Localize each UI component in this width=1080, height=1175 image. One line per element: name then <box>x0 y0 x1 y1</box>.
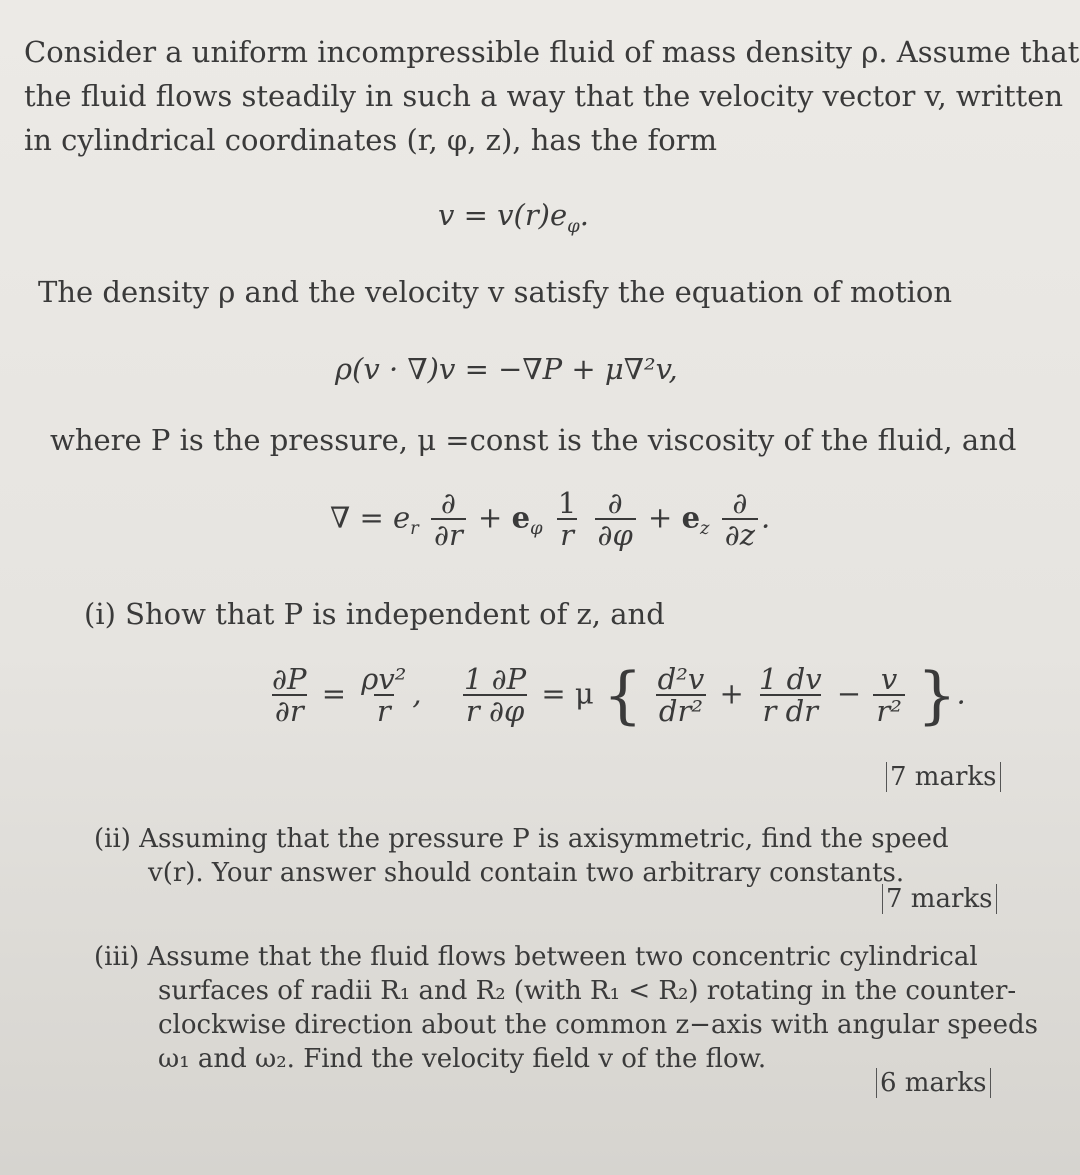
one-dv-num: 1 dv <box>758 662 822 696</box>
motion-text: The density ρ and the velocity v satisfy the equation of motion <box>38 275 953 309</box>
velocity-equation-end: . <box>579 198 589 232</box>
part-iii-line-3: clockwise direction about the common z−axis with angular speeds <box>158 1010 1038 1040</box>
v-r2-frac <box>873 664 905 727</box>
part-i-text: (i) Show that P is independent of z, and <box>84 597 665 631</box>
rho-v2-frac <box>358 664 409 727</box>
nabla-sub-phi: φ <box>530 518 543 540</box>
intro-line-1: Consider a uniform incompressible fluid of mass density ρ. Assume that <box>24 35 1080 69</box>
r2-den: r² <box>873 694 905 726</box>
nabla-plus-1: + <box>478 500 503 535</box>
dr-den: ∂r <box>272 694 307 726</box>
minus-sign: − <box>836 676 862 711</box>
part-i-end: . <box>956 676 966 711</box>
plus-sign: + <box>719 676 744 711</box>
comma: , <box>412 676 422 711</box>
nabla-d-3: ∂ <box>732 486 748 520</box>
nabla-sub-z: z <box>700 518 710 540</box>
motion-equation: ρ(v · ∇)v = −∇P + μ∇²v, <box>335 352 678 386</box>
part-ii-line-2: v(r). Your answer should contain two arbitrary constants. <box>148 858 905 888</box>
v-num: v <box>880 662 898 696</box>
nabla-dr: ∂r <box>431 518 466 550</box>
nabla-dz: ∂z <box>722 518 758 550</box>
r-dphi-den: r ∂φ <box>463 694 527 726</box>
nabla-dphi: ∂φ <box>595 518 636 550</box>
nabla-end: . <box>761 500 771 535</box>
equals-1: = <box>321 676 347 711</box>
where-text: where P is the pressure, μ =const is the viscosity of the fluid, and <box>50 423 1017 457</box>
part-ii-marks: 7 marks <box>882 884 997 914</box>
dP-dphi-frac <box>461 664 529 727</box>
part-iii-line-2: surfaces of radii R₁ and R₂ (with R₁ < R₂) rotating in the counter- <box>158 976 1017 1006</box>
nabla-frac-1r <box>555 488 579 551</box>
nabla-sub-r: r <box>410 518 419 540</box>
part-ii-line-1: (ii) Assuming that the pressure P is axisymmetric, find the speed <box>94 824 949 854</box>
nabla-frac-phi <box>595 488 636 551</box>
velocity-equation-main: v = v(r)e <box>438 198 568 232</box>
r-den: r <box>374 694 394 726</box>
velocity-equation-sub: φ <box>567 215 580 237</box>
intro-line-3: in cylindrical coordinates (r, φ, z), has the form <box>24 123 718 157</box>
nabla-d: ∂ <box>440 486 456 520</box>
nabla-equation: ∇ = $e_r$ $\frac{\partial}{\partial r}$ + $e_\varphi$ $\frac{1}{r}$ $\frac{\partial}{\partial\varphi}$ + $e_z$ $\frac{\partial}{\partial z}$ . <box>330 486 771 553</box>
rho-v2-num: ρv² <box>361 662 407 696</box>
r-dr-den: r dr <box>760 694 822 726</box>
part-i-marks: 7 marks <box>886 762 1001 792</box>
part-i-equation <box>266 658 966 732</box>
part-iii-line-4: ω₁ and ω₂. Find the velocity field v of the flow. <box>158 1044 767 1074</box>
dv-dr-frac <box>756 664 825 727</box>
nabla-r: r <box>557 518 577 550</box>
velocity-equation <box>438 198 589 237</box>
nabla-plus-2: + <box>648 500 673 535</box>
part-iii-marks: 6 marks <box>876 1068 991 1098</box>
nabla-d-2: ∂ <box>607 486 623 520</box>
dP-num: ∂P <box>272 662 307 696</box>
nabla-frac-r <box>431 488 466 551</box>
nabla-lhs: ∇ = e <box>330 500 411 535</box>
intro-line-2: the fluid flows steadily in such a way that the velocity vector v, written <box>24 79 1064 113</box>
right-brace: } <box>917 658 957 732</box>
equals-mu: = μ <box>541 676 594 711</box>
one-dP-num: 1 ∂P <box>463 662 527 696</box>
nabla-one: 1 <box>557 486 577 520</box>
left-brace: { <box>602 658 643 732</box>
dr2-den: dr² <box>656 694 706 726</box>
d2v-frac <box>655 664 708 727</box>
nabla-frac-z <box>722 488 758 551</box>
dP-dr-frac <box>269 664 310 727</box>
part-iii-line-1: (iii) Assume that the fluid flows between two concentric cylindrical <box>94 942 978 972</box>
d2v-num: d²v <box>657 662 705 696</box>
